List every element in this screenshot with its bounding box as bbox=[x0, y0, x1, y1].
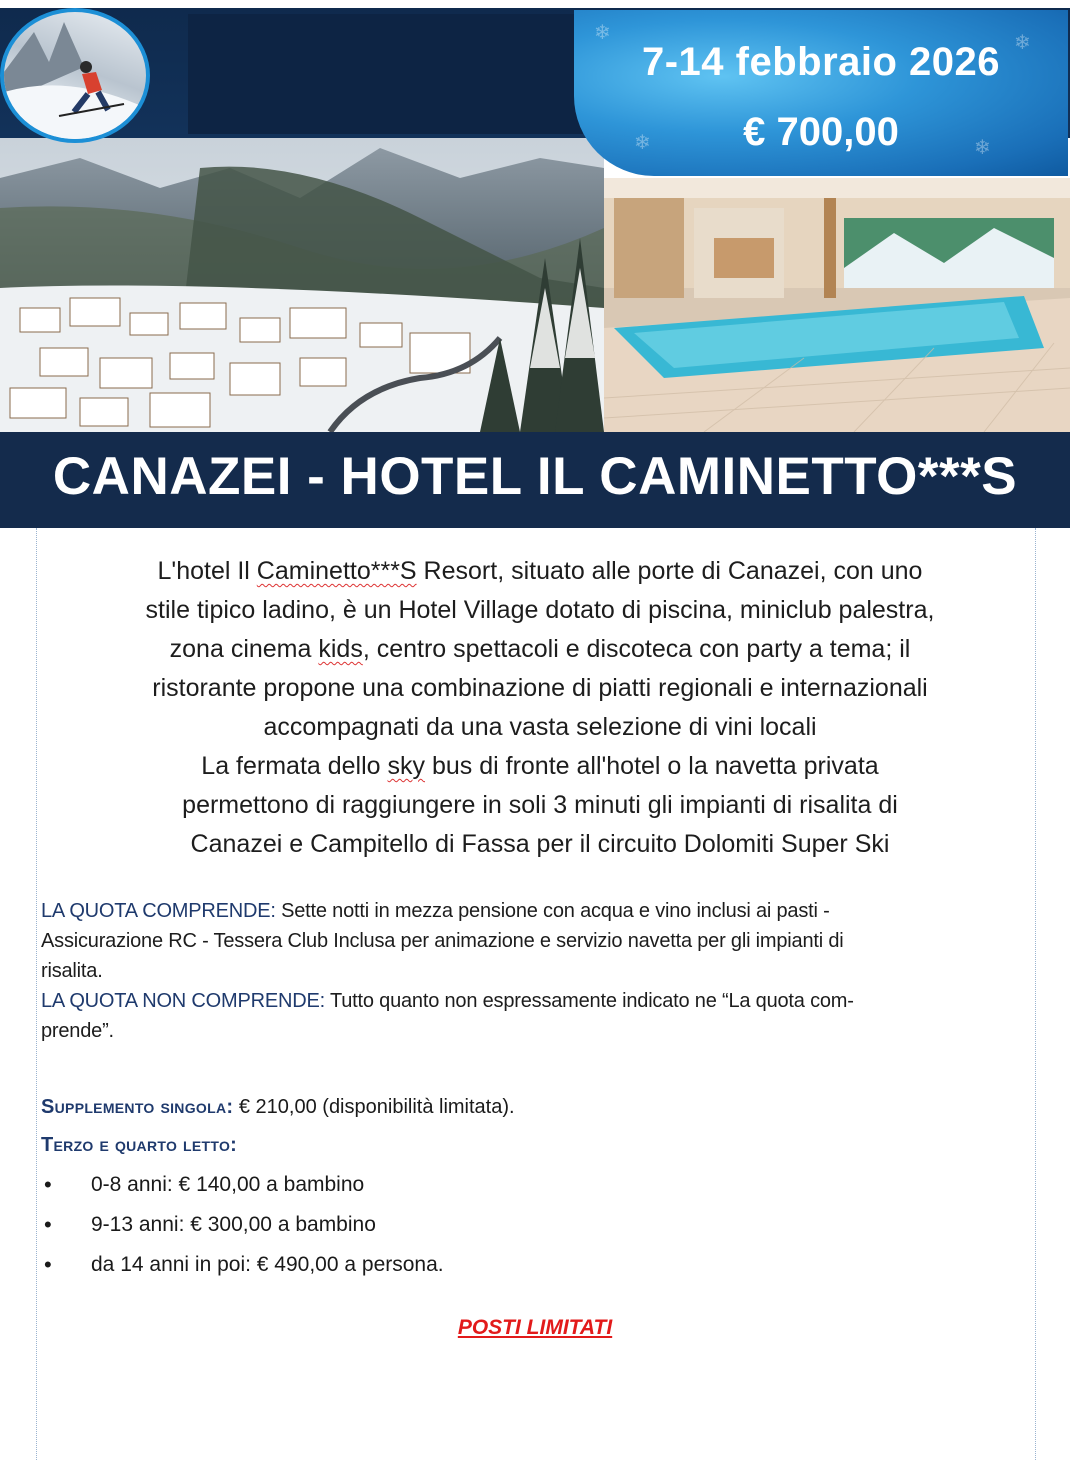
price-badge bbox=[574, 10, 1068, 176]
snowflake-icon: ❄ bbox=[594, 22, 611, 44]
list-item bbox=[41, 1168, 1035, 1208]
description-line: ristorante propone una combinazione di piatti regionali e internazionali bbox=[152, 674, 928, 702]
supplemento-singola bbox=[41, 1092, 1035, 1122]
description-line bbox=[40, 552, 1040, 591]
trip-price: € 700,00 bbox=[743, 110, 899, 154]
text-run: Resort, situato alle porte di Canazei, con uno bbox=[416, 557, 923, 585]
pool-photo bbox=[604, 178, 1070, 432]
snowflake-icon: ❄ bbox=[974, 137, 991, 159]
village-photo bbox=[0, 138, 604, 432]
text-run: , centro spettacoli e discoteca con party a tema; il bbox=[362, 635, 911, 663]
title-banner bbox=[0, 432, 1070, 528]
text-run: Tutto quanto non espressamente indicato ne “La quota com- bbox=[324, 990, 854, 1012]
quota-comprende-line: Assicurazione RC - Tessera Club Inclusa per animazione e servizio navetta per gli impianti di bbox=[41, 930, 844, 952]
bullet-icon: • bbox=[44, 1252, 52, 1277]
terzo-quarto-letto bbox=[41, 1130, 1035, 1160]
spellcheck-word: sky bbox=[387, 752, 426, 780]
text-run: La fermata dello bbox=[201, 752, 388, 780]
hotel-description bbox=[40, 552, 1040, 864]
text-run: Sette notti in mezza pensione con acqua e vino inclusi ai pasti - bbox=[275, 900, 830, 922]
list-item-text: da 14 anni in poi: € 490,00 a persona. bbox=[91, 1253, 444, 1276]
spellcheck-word: Caminetto***S bbox=[256, 557, 417, 585]
quota-non-comprende-line: prende”. bbox=[41, 1020, 114, 1042]
bullet-icon: • bbox=[44, 1212, 52, 1237]
description-line: stile tipico ladino, è un Hotel Village dotato di piscina, miniclub palestra, bbox=[145, 596, 935, 624]
description-line: permettono di raggiungere in soli 3 minuti gli impianti di risalita di bbox=[182, 791, 898, 819]
snowflake-icon: ❄ bbox=[634, 132, 651, 154]
text-run: zona cinema bbox=[169, 635, 319, 663]
text-run: L'hotel Il bbox=[157, 557, 257, 585]
list-item bbox=[41, 1208, 1035, 1248]
supplemento-value: € 210,00 (disponibilità limitata). bbox=[233, 1096, 515, 1118]
quota-non-comprende bbox=[41, 986, 1035, 1016]
posti-limitati-notice: POSTI LIMITATI bbox=[457, 1316, 613, 1339]
quota-non-comprende-label: LA QUOTA NON COMPRENDE: bbox=[41, 990, 325, 1012]
trip-dates: 7-14 febbraio 2026 bbox=[641, 40, 1001, 84]
description-line: Canazei e Campitello di Fassa per il circuito Dolomiti Super Ski bbox=[190, 830, 890, 858]
text-run: bus di fronte all'hotel o la navetta privata bbox=[425, 752, 879, 780]
description-line: accompagnati da una vasta selezione di vini locali bbox=[263, 713, 817, 741]
page-title: CANAZEI - HOTEL IL CAMINETTO***S bbox=[52, 447, 1018, 506]
quota-comprende-line: risalita. bbox=[41, 960, 103, 982]
top-navy-box bbox=[188, 14, 588, 134]
snowflake-icon: ❄ bbox=[1014, 32, 1031, 54]
spellcheck-word: kids bbox=[318, 635, 363, 663]
quota-comprende-label: LA QUOTA COMPRENDE: bbox=[41, 900, 276, 922]
bullet-icon: • bbox=[44, 1172, 52, 1197]
supplemento-label: Supplemento singola: bbox=[41, 1096, 234, 1118]
skier-photo bbox=[0, 8, 150, 143]
description-line bbox=[40, 630, 1040, 669]
terzo-label: Terzo e quarto letto: bbox=[41, 1134, 238, 1156]
description-line bbox=[40, 747, 1040, 786]
quota-comprende bbox=[41, 896, 1035, 926]
list-item-text: 9-13 anni: € 300,00 a bambino bbox=[91, 1213, 376, 1236]
list-item-text: 0-8 anni: € 140,00 a bambino bbox=[91, 1173, 365, 1196]
bed-price-list bbox=[41, 1168, 1035, 1288]
list-item bbox=[41, 1248, 1035, 1288]
quota-section bbox=[41, 896, 1035, 1046]
header-banner bbox=[0, 8, 1070, 432]
